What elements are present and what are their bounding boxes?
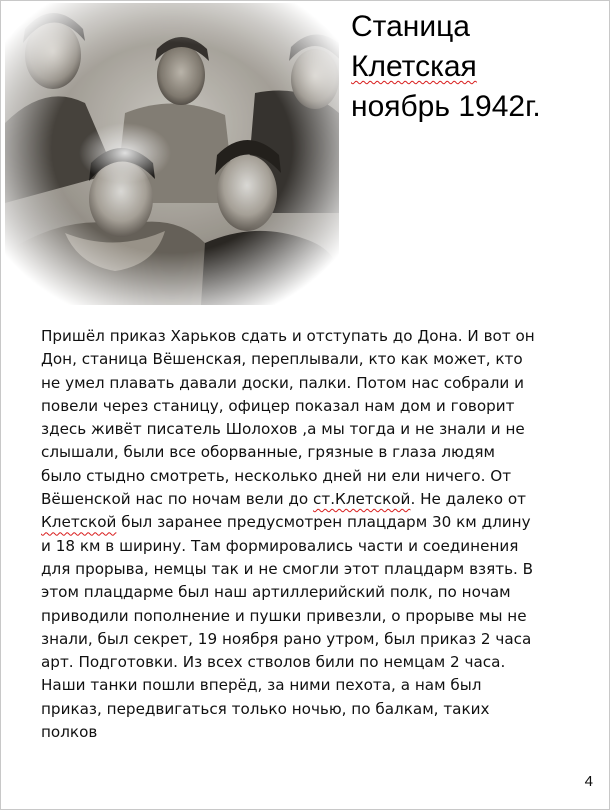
body-line: Пришёл приказ Харьков сдать и отступать до Дона. И вот он (41, 327, 535, 345)
body-line: не умел плавать давали доски, палки. Потом нас собрали и (41, 373, 524, 392)
misspelled-word: Клетской (41, 513, 117, 532)
body-line: для прорыва, немцы так и не смогли этот плацдарм взять. В (41, 559, 534, 578)
soldiers-photo (5, 3, 339, 305)
body-line: было стыдно смотреть, несколько дней ни ели ничего. От (41, 466, 512, 485)
body-line: приказ, передвигаться только ночью, по балкам, таких (41, 699, 490, 718)
body-line (41, 511, 573, 534)
body-line-part: был заранее предусмотрен плацдарм 30 км длину (116, 513, 531, 532)
body-line: приводили пополнение и пушки привезли, о прорыве мы не (41, 606, 527, 625)
title-line-1: Станица (351, 10, 470, 43)
body-line: Дон, станица Вёшенская, переплывали, кто как может, кто (41, 350, 523, 369)
body-line: слышали, были все оборванные, грязные в глаза людям (41, 443, 495, 462)
body-line-part: . Не далеко от (410, 490, 526, 509)
body-line: повели через станицу, офицер показал нам дом и говорит (41, 396, 515, 415)
body-line: этом плацдарме был наш артиллерийский полк, по ночам (41, 583, 511, 602)
page-number: 4 (584, 773, 593, 790)
body-line: и 18 км в ширину. Там формировались части и соединения (41, 536, 519, 555)
body-line-part: Вёшенской нас по ночам вели до (41, 490, 314, 509)
body-line (41, 488, 573, 511)
slide-title (351, 7, 601, 127)
body-line: арт. Подготовки. Из всех стволов били по немцам 2 часа. (41, 653, 506, 672)
misspelled-word: ст.Клетской (313, 490, 411, 509)
title-line-2: Клетская (351, 50, 477, 83)
body-line: здесь живёт писатель Шолохов ,а мы тогда и не знали и не (41, 420, 525, 439)
title-line-3: ноябрь 1942г. (351, 90, 541, 123)
body-line: полков (41, 723, 98, 742)
body-text (41, 325, 573, 744)
body-line: знали, был секрет, 19 ноября рано утром, был приказ 2 часа (41, 629, 532, 648)
body-line: Наши танки пошли вперёд, за ними пехота, а нам был (41, 676, 482, 695)
